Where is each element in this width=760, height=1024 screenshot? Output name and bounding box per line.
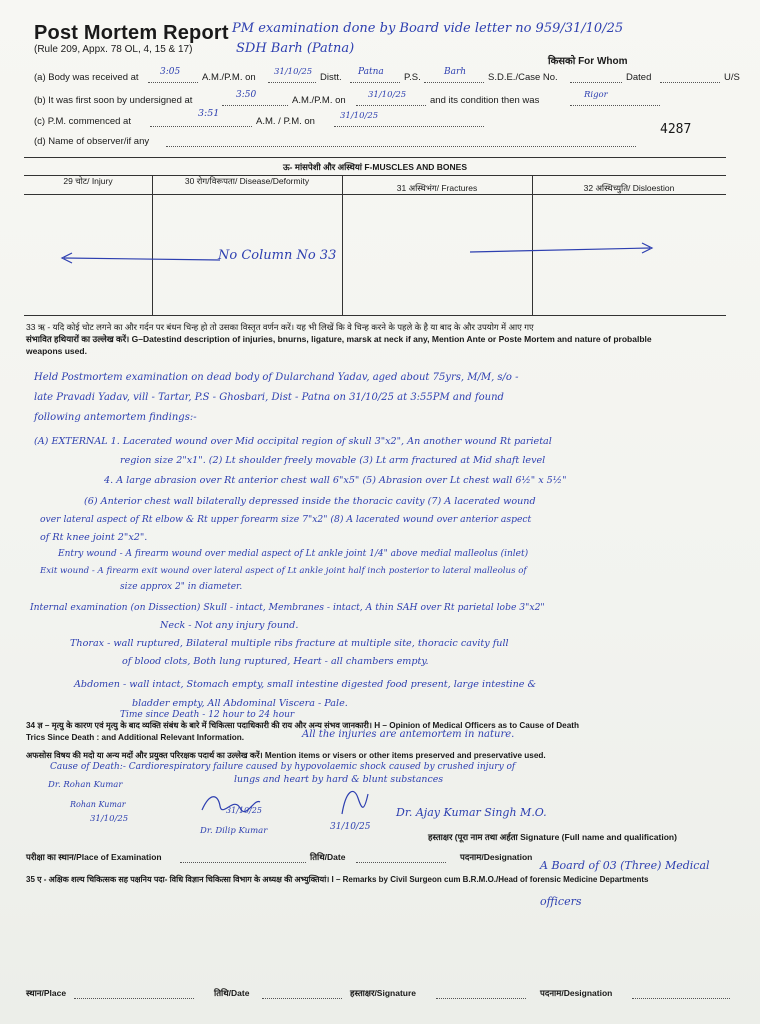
finding-line-9: of Rt knee joint 2"x2".: [40, 532, 148, 543]
serial-number: 4287: [660, 122, 692, 137]
signatory-1-name: Dr. Rohan Kumar: [48, 780, 123, 790]
section-h-heading: 34 ज्ञ – मृत्यु के कारण एवं मृत्यु के बाद व्यक्ति संबंध के बारे में चिकित्सा पदाधिकारी की राय और अन्य संभव जानकारी। H – Opinion of Medical Officers as to Cause of Death: [26, 721, 579, 730]
section-g-heading-en2: weapons used.: [26, 346, 87, 356]
designation-value: A Board of 03 (Three) Medical officers: [540, 859, 710, 908]
remarks-heading: 35 ए - अक्षिक शल्य चिकित्सक सह पक्षनिय पदा- विधि विज्ञान चिकित्सा विभाग के अध्यक्ष की अभ्युक्तियां। I – Remarks by Civil Surgeon cum B.R.M.O./Head of forensic Medicine Departments: [26, 875, 649, 884]
col-disease: 30 रोग/विरूपता/ Disease/Deformity: [184, 176, 310, 186]
cause-of-death-1: Cause of Death:- Cardiorespiratory failure caused by hypovolaemic shock caused by crushed injury of: [50, 762, 516, 772]
body-received-label: (a) Body was received at: [34, 72, 139, 83]
finding-line-12: size approx 2" in diameter.: [120, 582, 243, 592]
signatory-2-date: 31/10/25: [226, 806, 262, 815]
place-label: परीक्षा का स्थान/Place of Examination: [26, 852, 162, 862]
pm-commenced-label: (c) P.M. commenced at: [34, 116, 131, 127]
us-label: U/S: [724, 72, 740, 83]
report-title: Post Mortem Report: [34, 22, 229, 44]
condition-label: and its condition then was: [430, 95, 540, 106]
signatory-1-signature: Rohan Kumar: [70, 800, 126, 809]
finding-line-4: (A) EXTERNAL 1. Lacerated wound over Mid occipital region of skull 3"x2", An another wound Rt parietal: [34, 436, 552, 447]
signatory-1-date: 31/10/25: [90, 814, 129, 824]
condition-value: Rigor: [584, 90, 608, 100]
ampm-on-label: A.M./P.M. on: [202, 72, 256, 83]
sde-case-label: S.D.E./Case No.: [488, 72, 558, 83]
finding-line-16: of blood clots, Both lung ruptured, Heart - all chambers empty.: [122, 656, 429, 667]
signature-label: हस्ताक्षर (पूरा नाम तथा अर्हता Signature (Full name and qualification): [428, 832, 677, 842]
signatory-3-date: 31/10/25: [330, 822, 371, 832]
dated-label: Dated: [626, 72, 652, 83]
finding-line-7: (6) Anterior chest wall bilaterally depressed inside the thoracic cavity (7) A lacerated wound: [84, 496, 536, 507]
finding-line-3: following antemortem findings:-: [34, 412, 197, 423]
col-dislocation: 32 अस्थिच्युति/ Disloestion: [583, 183, 675, 193]
strike-arrow: [50, 240, 670, 270]
first-seen-time: 3:50: [236, 90, 257, 100]
footer-date: तिथि/Date: [214, 988, 250, 998]
finding-line-6: 4. A large abrasion over Rt anterior chest wall 6"x5" (5) Abrasion over Lt chest wall 6½" x 5½": [104, 475, 567, 486]
finding-line-13: Internal examination (on Dissection) Skull - intact, Membranes - intact, A thin SAH over Rt parietal lobe 3"x2": [30, 602, 545, 613]
observer-label: (d) Name of observer/if any: [34, 136, 150, 147]
finding-line-2: late Pravadi Yadav, vill - Tartar, P.S - Ghosbari, Dist - Patna on 31/10/25 at 3:55PM and found: [34, 392, 504, 403]
footer-designation: पदनाम/Designation: [540, 988, 613, 998]
finding-line-8: over lateral aspect of Rt elbow & Rt upper forearm size 7"x2" (8) A lacerated wound over anterior aspect: [40, 514, 532, 525]
finding-line-17: Abdomen - wall intact, Stomach empty, small intestine digested food present, large intestine &: [74, 679, 537, 690]
first-seen-date: 31/10/25: [368, 90, 407, 100]
footer-signature: हस्ताक्षर/Signature: [350, 988, 416, 998]
footer-place: स्थान/Place: [26, 988, 67, 998]
section-g-heading-en: संभावित हथियारों का उल्लेख करें। G–Datestind description of injuries, bnurns, ligature, marsk at neck if any, Mention Ante or Poste Mortem and nature of probalble: [26, 334, 652, 344]
ps-label: P.S.: [404, 72, 421, 83]
signatory-2-name: Dr. Dilip Kumar: [200, 826, 268, 836]
distt-value: Patna: [358, 67, 384, 77]
pm-date: 31/10/25: [340, 111, 379, 121]
handwritten-header-2: SDH Barh (Patna): [236, 41, 355, 56]
signatory-4-name: Dr. Ajay Kumar Singh M.O.: [396, 806, 547, 819]
finding-line-18: bladder empty, All Abdominal Viscera - Pale.: [132, 698, 348, 709]
for-whom-label: किसको For Whom: [548, 56, 628, 67]
cause-of-death-2: lungs and heart by hard & blunt substances: [234, 774, 444, 785]
finding-line-1: Held Postmortem examination on dead body of Dularchand Yadav, aged about 75yrs, M/M, s/o -: [34, 372, 519, 383]
first-seen-ampm-label: A.M./P.M. on: [292, 95, 346, 106]
pm-time: 3:51: [198, 108, 220, 119]
finding-line-14: Neck - Not any injury found.: [160, 620, 299, 631]
section-h-heading-en: Trics Since Death : and Additional Relevant Information.: [26, 733, 245, 742]
ps-value: Barh: [444, 67, 467, 77]
first-seen-label: (b) It was first soon by undersigned at: [34, 95, 193, 106]
section-g-heading-hi: 33 ऋ - यदि कोई चोट लगने का और गर्दन पर बंधन चिन्ह हो तो उसका विस्तृत वर्णन करें। यह भी लिखें कि वे चिन्ह करने के पहले के है या बाद के और उपयोग में आए गए: [26, 322, 534, 332]
finding-line-19: Time since Death - 12 hour to 24 hour: [120, 710, 295, 720]
section-f-heading: ऊ- मांसपेशी और अस्थियां F-MUSCLES AND BONES: [283, 162, 467, 172]
antemortem-opinion: All the injuries are antemortem in nature.: [302, 729, 515, 740]
body-received-date: 31/10/25: [274, 67, 313, 77]
rule-reference: (Rule 209, Appx. 78 OL, 4, 15 & 17): [34, 44, 193, 55]
distt-label: Distt.: [320, 72, 342, 83]
finding-line-11: Exit wound - A firearm exit wound over lateral aspect of Lt ankle joint half inch posterior to lateral malleolus of: [40, 566, 527, 576]
col-injury: 29 चोट/ Injury: [63, 176, 113, 186]
pm-ampm-label: A.M. / P.M. on: [256, 116, 315, 127]
preserved-items-heading: अफसोस विषय की मदो या अन्य मदों और प्रयुक्त परिरक्षक पदार्थ का उल्लेख करें। Mention items or visers or other items preserved and preservative used.: [26, 751, 546, 760]
rule-top: [24, 157, 726, 158]
date-label: तिथि/Date: [310, 852, 346, 862]
no-column-note: No Column No 33: [218, 248, 337, 263]
body-received-time: 3:05: [160, 67, 181, 77]
finding-line-15: Thorax - wall ruptured, Bilateral multiple ribs fracture at multiple site, thoracic cavity full: [70, 638, 509, 649]
finding-line-5: region size 2"x1". (2) Lt shoulder freely movable (3) Lt arm fractured at Mid shaft level: [120, 455, 546, 466]
signature-scribble-3: [334, 784, 374, 820]
finding-line-10: Entry wound - A firearm wound over medial aspect of Lt ankle joint 1/4" above medial malleolus (inlet): [58, 549, 529, 559]
designation-label: पदनाम/Designation: [460, 852, 533, 862]
handwritten-header-1: PM examination done by Board vide letter no 959/31/10/25: [232, 21, 624, 36]
col-fractures: 31 अस्थिभंग/ Fractures: [396, 183, 478, 193]
